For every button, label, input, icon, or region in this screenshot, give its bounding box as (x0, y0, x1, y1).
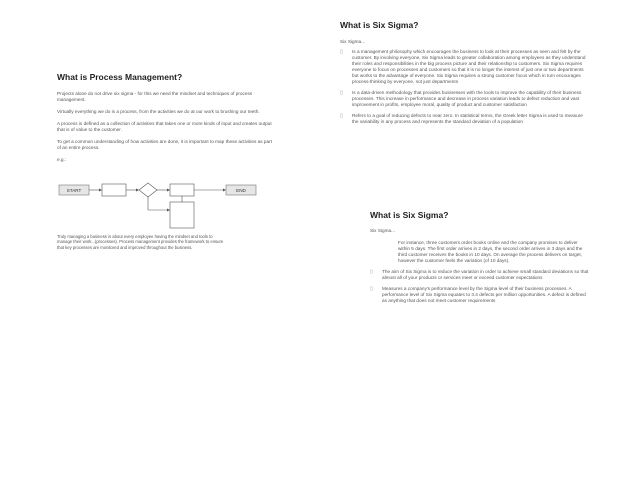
list-item (340, 90, 590, 108)
bullet-icon: ▯ (340, 90, 343, 96)
process-management-section (57, 72, 277, 169)
bullet-icon: ▯ (370, 269, 373, 275)
bullet-text: Is a data-driven methodology that provides businesses with the tools to improve the capability of their business processes. This increase in performance and decrease in process variation leads to defect reduction and vast improvement in profits, employee moral, quality of product and customer satisfaction (352, 90, 582, 107)
process-management-note: Truly managing a business is about every employee having the mindset and tools to manage their work...(processes). Process management provides the framework to ensure that key processes are monitored and improved throughout the business. (57, 234, 224, 250)
paragraph: To get a common understanding of how activities are done, it is important to map these activities as part of an entire process. (57, 139, 272, 150)
bullet-text: Is a management philosophy which encourages the business to look at their processes as seen and felt by the customer. By involving everyone, Six Sigma leads to greater collaboration among employees as they understand their roles and responsibilities in the big process picture and their relationship to customers. Six Sigma requires everyone to focus on processes and customers so that it is no longer the interest of just one or two departments but works to the advantage of everyone. Six Sigma requires a strong customer focus which in turn encourages process-thinking by everyone, not just departments (352, 49, 586, 84)
example-label: e.g.: (57, 157, 67, 162)
bullet-text: Measures a company's performance level by the Sigma level of their business processes. A performance level of Six Sigma equates to 3.4 defects per million opportunities. A defect is defined as anything that does not meet customer requirements (382, 286, 586, 303)
six-sigma-intro: Six Sigma... (370, 228, 396, 233)
bullet-text: Refers to a goal of reducing defects to near zero. In statistical terms, the Greek letter Sigma is used to measure the variability in any process and represents the standard deviation of a population (352, 113, 583, 124)
bullet-text: The aim of Six Sigma is to reduce the variation in order to achieve small standard deviations so that almost all of your products or services meet or exceed customer expectations (382, 269, 589, 280)
six-sigma-section-2 (370, 210, 590, 309)
list-item (370, 269, 590, 281)
arrowhead (223, 189, 226, 192)
process-management-title: What is Process Management? (57, 72, 183, 82)
process-box (170, 202, 194, 228)
six-sigma-section-1 (340, 20, 590, 130)
arrowhead (99, 189, 102, 192)
paragraph: Projects alone do not drive six sigma - for this we need the mindset and techniques of process management. (57, 91, 253, 102)
bullet-icon: ▯ (340, 49, 343, 55)
arrowhead (167, 189, 170, 192)
process-box (170, 184, 194, 196)
process-flowchart (57, 180, 267, 230)
list-item (370, 286, 590, 304)
paragraph: A process is defined as a collection of activities that takes one or more kinds of input and creates output that is of value to the customer. (57, 121, 272, 132)
six-sigma-title: What is Six Sigma? (340, 20, 419, 30)
list-item (340, 113, 590, 125)
decision-diamond (139, 183, 157, 197)
delivery-example: For instance, three customers order books online and the company promises to deliver within 5 days. The first order arrives in 2 days, the second order arrives in 3 days and the third customer receives the books in 10 days. On average the process delivers on target, however the customer feels the variation (of 10 days). (398, 240, 583, 263)
six-sigma-title: What is Six Sigma? (370, 210, 449, 220)
list-item (340, 49, 590, 85)
arrowhead (167, 209, 170, 212)
end-label: END (236, 187, 246, 193)
start-label: START (66, 187, 82, 193)
process-box (102, 184, 126, 196)
paragraph: Virtually everything we do is a process, from the activities we do at our work to brushing our teeth. (57, 109, 260, 114)
bullet-icon: ▯ (340, 113, 343, 119)
six-sigma-intro: Six Sigma... (340, 39, 366, 44)
bullet-icon: ▯ (370, 286, 373, 292)
